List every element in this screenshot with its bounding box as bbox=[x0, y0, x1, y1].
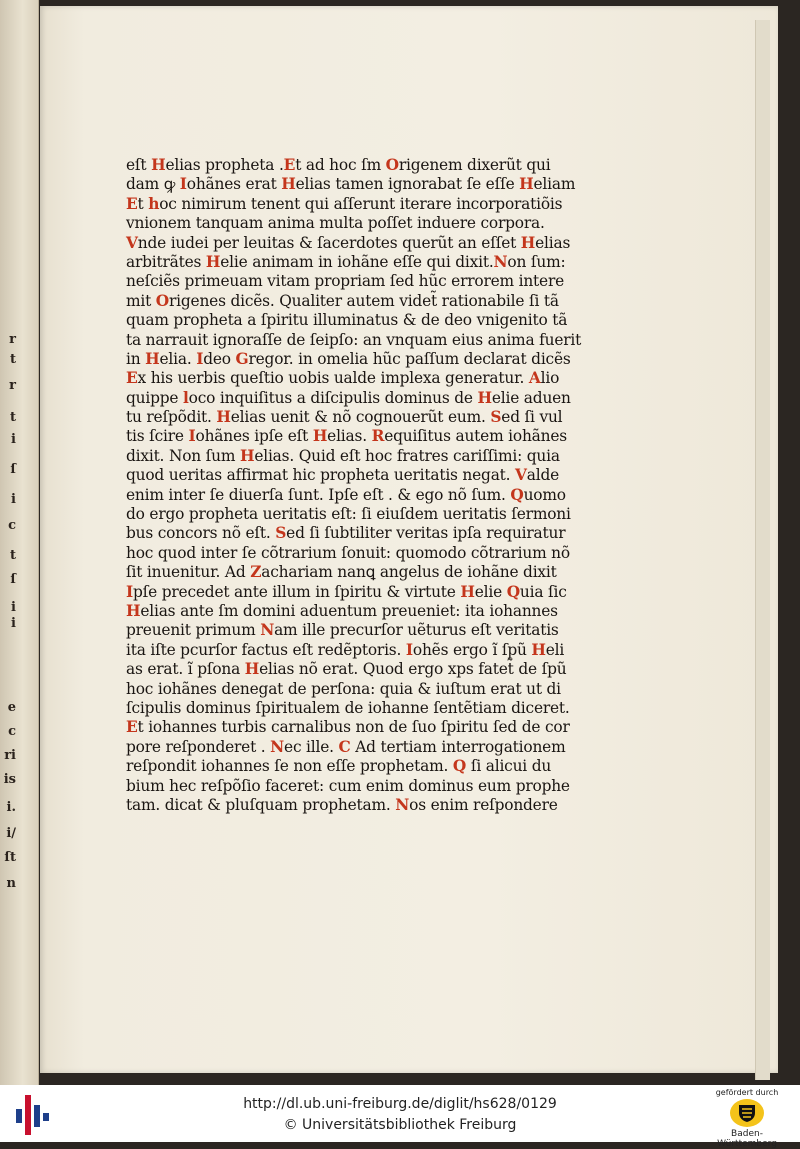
text-block bbox=[126, 156, 586, 815]
text-line bbox=[126, 524, 586, 543]
rubricated-initial: H bbox=[244, 660, 260, 679]
text-line bbox=[126, 447, 586, 466]
text-line bbox=[126, 505, 586, 524]
rubricated-initial: N bbox=[270, 737, 285, 756]
text-run: dixit. Non ſum bbox=[126, 446, 240, 465]
rubricated-initial: N bbox=[395, 795, 410, 814]
text-line bbox=[126, 292, 586, 311]
text-run: elie animam in iohãne eſſe qui dixit. bbox=[220, 252, 494, 271]
text-line bbox=[126, 253, 586, 272]
rubricated-initial: H bbox=[520, 233, 536, 252]
text-run: elias propheta . bbox=[165, 156, 284, 174]
rubricated-initial: H bbox=[519, 175, 534, 194]
rubricated-initial: V bbox=[515, 466, 527, 485]
text-run: nde iudei per leuitas & ſacerdotes querũt an eſſet bbox=[137, 233, 521, 252]
text-line bbox=[126, 311, 586, 330]
left-page-fragment: ſ bbox=[10, 572, 16, 587]
text-run: os enim reſpondere bbox=[409, 795, 558, 814]
text-line bbox=[126, 408, 586, 427]
text-run: elie bbox=[474, 582, 507, 601]
text-run: lio bbox=[540, 369, 560, 388]
text-run: ohãnes ipſe eſt bbox=[195, 427, 313, 446]
left-page-fragment: r bbox=[9, 332, 16, 347]
left-page-fragment: i bbox=[11, 492, 16, 507]
left-page-fragment: i bbox=[11, 600, 16, 615]
rubricated-initial: E bbox=[126, 194, 138, 213]
text-run: ed ſi vul bbox=[501, 408, 563, 427]
text-run: x his uerbis queſtio uobis ualde implexa generatur. bbox=[137, 369, 529, 388]
rubricated-initial: H bbox=[205, 252, 221, 271]
left-page-fragment: r bbox=[9, 378, 16, 393]
rubricated-initial: A bbox=[528, 369, 541, 388]
left-page-fragment: t bbox=[9, 410, 16, 425]
text-line bbox=[126, 680, 586, 699]
text-run: elias bbox=[535, 233, 571, 252]
rubricated-initial: E bbox=[126, 369, 138, 388]
text-line bbox=[126, 641, 586, 660]
text-line bbox=[126, 583, 586, 602]
footer-copyright: © Universitätsbibliothek Freiburg bbox=[283, 1117, 517, 1133]
text-run: oc nimirum tenent qui aſſerunt iterare incorporatiõis bbox=[159, 194, 563, 213]
text-run: ta narrauit ignoraſſe de ſeipſo: an vnquam eius anima fuerit bbox=[126, 330, 582, 349]
text-run: deo bbox=[203, 349, 236, 368]
text-line bbox=[126, 699, 586, 718]
left-page-fragment: ri bbox=[4, 748, 16, 763]
left-page-fragment: ſt bbox=[4, 850, 16, 865]
text-run: in bbox=[126, 349, 146, 368]
text-run: am ille precurſor uẽturus eſt veritatis bbox=[274, 621, 559, 640]
text-run: tis ſcire bbox=[126, 427, 189, 446]
text-line bbox=[126, 777, 586, 796]
text-run: hoc iohãnes denegat de perſona: quia & iuſtum erat ut di bbox=[126, 679, 561, 698]
left-page-fragment: i/ bbox=[6, 826, 16, 841]
text-line bbox=[126, 369, 586, 388]
rubricated-initial: I bbox=[179, 175, 187, 194]
rubricated-initial: O bbox=[155, 291, 170, 310]
text-run: elie aduen bbox=[491, 388, 571, 407]
text-run: elia. bbox=[159, 349, 197, 368]
rubricated-initial: E bbox=[126, 718, 138, 737]
text-run: elias uenit & nõ cognouerũt eum. bbox=[230, 408, 491, 427]
sponsor-block bbox=[704, 1088, 790, 1149]
left-page-fragment: i bbox=[11, 432, 16, 447]
text-run: ohẽs ergo ĩ ſpũ bbox=[412, 640, 532, 659]
text-run: ohãnes erat bbox=[186, 175, 282, 194]
text-run: tam. dicat & pluſquam prophetam. bbox=[126, 795, 396, 814]
text-run: achariam nanꝗ angelus de iohãne dixit bbox=[261, 563, 557, 582]
rubricated-initial: O bbox=[385, 156, 399, 174]
text-line bbox=[126, 621, 586, 640]
rubricated-initial: H bbox=[216, 408, 231, 427]
left-page-fragment: ſ bbox=[10, 462, 16, 477]
text-run: ita iſte pcurſor factus eſt redẽptoris. bbox=[126, 640, 406, 659]
text-line bbox=[126, 214, 586, 233]
rubricated-initial: C bbox=[338, 737, 351, 756]
text-run: preuenit primum bbox=[126, 621, 261, 640]
rubricated-initial: Z bbox=[250, 563, 262, 582]
left-page-fragment: i. bbox=[6, 800, 16, 815]
rubricated-initial: I bbox=[188, 427, 196, 446]
text-line bbox=[126, 602, 586, 621]
text-run: ſi alicui du bbox=[466, 757, 552, 776]
footer-url-link[interactable]: http://dl.ub.uni-freiburg.de/diglit/hs628/0129 bbox=[243, 1096, 557, 1112]
text-run: quippe bbox=[126, 388, 183, 407]
text-run: t ad hoc ſm bbox=[295, 156, 386, 174]
rubricated-initial: V bbox=[126, 233, 138, 252]
left-page-fragment: t bbox=[9, 548, 16, 563]
text-run: uomo bbox=[523, 485, 566, 504]
text-line bbox=[126, 466, 586, 485]
text-run: eſt bbox=[126, 156, 152, 174]
text-line bbox=[126, 738, 586, 757]
rubricated-initial: H bbox=[126, 601, 141, 620]
text-line bbox=[126, 272, 586, 291]
sponsor-label: gefördert durch bbox=[715, 1088, 779, 1097]
rubricated-initial: I bbox=[196, 349, 204, 368]
sponsor-name: Baden-Württemberg bbox=[717, 1129, 777, 1149]
text-run: on ſum: bbox=[507, 252, 566, 271]
text-line bbox=[126, 350, 586, 369]
rubricated-initial: H bbox=[531, 640, 546, 659]
rubricated-initial: N bbox=[493, 252, 508, 271]
rubricated-initial: N bbox=[260, 621, 275, 640]
text-line bbox=[126, 175, 586, 194]
text-run: arbitrãtes bbox=[126, 252, 206, 271]
rubricated-initial: E bbox=[283, 156, 296, 174]
text-run: elias tamen ignorabat ſe eſſe bbox=[295, 175, 520, 194]
text-line bbox=[126, 234, 586, 253]
rubricated-initial: H bbox=[281, 175, 296, 194]
left-page-fragment: e bbox=[7, 700, 16, 715]
text-run: bus concors nõ eſt. bbox=[126, 524, 276, 543]
text-line bbox=[126, 660, 586, 679]
text-run: uia ſic bbox=[519, 582, 567, 601]
left-page-fragment: n bbox=[6, 876, 16, 891]
manuscript-page bbox=[40, 6, 778, 1073]
text-run: vnionem tanquam anima multa poſſet induere corpora. bbox=[126, 214, 545, 233]
left-page-fragment: i bbox=[11, 616, 16, 631]
text-line bbox=[126, 757, 586, 776]
rubricated-initial: I bbox=[126, 582, 133, 601]
text-run: neſciẽs primeuam vitam propriam ſed hũc errorem intere bbox=[126, 272, 565, 291]
rubricated-initial: H bbox=[239, 446, 255, 465]
rubricated-initial: l bbox=[183, 388, 189, 407]
text-run: oco inquiſitus a diſcipulis dominus de bbox=[188, 388, 478, 407]
text-run: alde bbox=[526, 466, 560, 485]
text-run: dam ꝙ bbox=[126, 175, 180, 194]
rubricated-initial: H bbox=[312, 427, 328, 446]
text-run: pore reſponderet . bbox=[126, 737, 271, 756]
text-line bbox=[126, 796, 586, 815]
text-run: equiſitus autem iohãnes bbox=[384, 427, 567, 446]
text-line bbox=[126, 331, 586, 350]
page-edge bbox=[755, 20, 770, 1080]
rubricated-initial: I bbox=[405, 640, 413, 659]
text-run: ſcipulis dominus ſpiritualem de iohanne ſentẽtiam diceret. bbox=[126, 698, 570, 717]
left-page-edge bbox=[0, 0, 39, 1085]
text-line bbox=[126, 156, 586, 175]
text-run: elias. bbox=[327, 427, 372, 446]
text-line bbox=[126, 427, 586, 446]
text-line bbox=[126, 486, 586, 505]
rubricated-initial: Q bbox=[506, 582, 520, 601]
text-run: ed ſi ſubtiliter veritas ipſa requiratur bbox=[286, 524, 566, 543]
rubricated-initial: h bbox=[148, 194, 160, 213]
text-run: elias. Quid eſt hoc fratres cariſſimi: quia bbox=[254, 446, 560, 465]
rubricated-initial: H bbox=[477, 388, 492, 407]
baden-wuerttemberg-crest-icon bbox=[730, 1099, 764, 1127]
rubricated-initial: S bbox=[490, 408, 502, 427]
text-run: bium hec reſpõſio faceret: cum enim dominus eum prophe bbox=[126, 776, 570, 795]
left-page-fragment: t bbox=[9, 352, 16, 367]
text-line bbox=[126, 563, 586, 582]
footer-bar bbox=[0, 1085, 800, 1149]
text-run: do ergo propheta ueritatis eſt: ſi eiuſdem ueritatis ſermoni bbox=[126, 505, 571, 524]
rubricated-initial: H bbox=[460, 582, 475, 601]
text-run: rigenes dicẽs. Qualiter autem videt̃ rationabile ſi tã bbox=[169, 291, 559, 310]
text-run: elias nõ erat. Quod ergo xps fatet̃ de ſpũ bbox=[259, 660, 567, 679]
text-line bbox=[126, 389, 586, 408]
text-run: pſe precedet ante illum in ſpiritu & virtute bbox=[133, 582, 461, 601]
text-run: t bbox=[137, 194, 149, 213]
text-run: regor. in omelia hũc paſſum declarat dicẽs bbox=[248, 349, 571, 368]
left-page-fragment: c bbox=[8, 518, 16, 533]
text-run: quam propheta a ſpiritu illuminatus & de deo vnigenito tã bbox=[126, 311, 568, 330]
text-run: eliam bbox=[533, 175, 576, 194]
text-line bbox=[126, 544, 586, 563]
text-run: t iohannes turbis carnalibus non de ſuo ſpiritu ſed de cor bbox=[137, 718, 570, 737]
rubricated-initial: S bbox=[275, 524, 287, 543]
text-run: hoc quod inter ſe cõtrarium ſonuit: quomodo cõtrarium nõ bbox=[126, 543, 570, 562]
text-run: elias ante ſm domini aduentum preueniet: ita iohannes bbox=[140, 601, 558, 620]
text-run: eli bbox=[545, 640, 565, 659]
rubricated-initial: R bbox=[371, 427, 385, 446]
text-run: ſit inuenitur. Ad bbox=[126, 563, 251, 582]
rubricated-initial: Q bbox=[452, 757, 467, 776]
text-run: rigenem dixerũt qui bbox=[398, 156, 551, 174]
text-line bbox=[126, 195, 586, 214]
rubricated-initial: H bbox=[151, 156, 166, 174]
text-run: reſpondit iohannes ſe non eſſe prophetam. bbox=[126, 757, 453, 776]
rubricated-initial: H bbox=[145, 349, 160, 368]
rubricated-initial: G bbox=[235, 349, 249, 368]
text-run: tu reſpõdit. bbox=[126, 408, 217, 427]
left-page-fragment: is bbox=[3, 772, 16, 787]
text-run: as erat. ĩ pſona bbox=[126, 660, 245, 679]
text-run: enim inter ſe diuerſa ſunt. Ipſe eſt . & ego nõ ſum. bbox=[126, 485, 511, 504]
text-run: ec ille. bbox=[284, 737, 339, 756]
text-line bbox=[126, 718, 586, 737]
text-run: quod ueritas affirmat hic propheta ueritatis negat. bbox=[126, 466, 516, 485]
text-run: mit bbox=[126, 291, 156, 310]
text-run: Ad tertiam interrogationem bbox=[350, 737, 566, 756]
left-page-fragment: c bbox=[8, 724, 16, 739]
rubricated-initial: Q bbox=[510, 485, 524, 504]
